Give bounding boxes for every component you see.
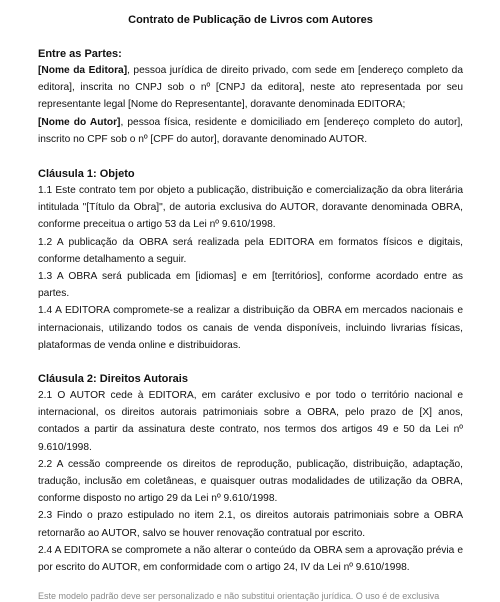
clause-1-item: 1.1 Este contrato tem por objeto a publicação, distribuição e comercialização da obra literária intitulada "[Título da Obra]", de autoria exclusiva do AUTOR, doravante denominada OBRA, conforme preceitua o artigo 53 da Lei nº 9.610/1998. bbox=[38, 185, 463, 231]
clause-1-item: 1.2 A publicação da OBRA será realizada pela EDITORA em formatos físicos e digitais, conforme detalhamento a seguir. bbox=[38, 236, 463, 265]
clause-2-item: 2.2 A cessão compreende os direitos de reprodução, publicação, distribuição, adaptação, tradução, inclusão em coletâneas, e quaisquer outras modalidades de utilização da OBRA, conforme disposto no artigo 29 da Lei nº 9.610/1998. bbox=[38, 458, 463, 505]
clause-2-item: 2.1 O AUTOR cede à EDITORA, em caráter exclusivo e por todo o território nacional e internacional, os direitos autorais patrimoniais sobre a OBRA, pelo prazo de [X] anos, contados a partir da assinatura deste contrato, nos termos dos artigos 49 e 50 da Lei nº 9.610/1998. bbox=[38, 390, 463, 453]
clause-1-heading: Cláusula 1: Objeto bbox=[38, 168, 135, 181]
author-paragraph bbox=[38, 114, 463, 148]
publisher-text: , pessoa jurídica de direito privado, com sede em [endereço completo da editora], inscrita no CNPJ sob o nº [CNPJ da editora], neste ato representada por seu representante legal [Nome do Representante], doravante denominada EDITORA; bbox=[38, 65, 463, 111]
clause-2-item: 2.3 Findo o prazo estipulado no item 2.1, os direitos autorais patrimoniais sobre a OBRA retornarão ao AUTOR, salvo se houver renovação contratual por escrito. bbox=[38, 510, 463, 539]
clause-1-item: 1.3 A OBRA será publicada em [idiomas] e em [territórios], conforme acordado entre as partes. bbox=[38, 271, 463, 300]
clause-1-item: 1.4 A EDITORA compromete-se a realizar a distribuição da OBRA em mercados nacionais e internacionais, utilizando todos os canais de venda disponíveis, incluindo livrarias físicas, plataformas de venda online e distribuidoras. bbox=[38, 305, 463, 351]
author-text: , pessoa física, residente e domiciliado em [endereço completo do autor], inscrito no CPF sob o nº [CPF do autor], doravante denominado AUTOR. bbox=[38, 116, 463, 145]
publisher-name: [Nome da Editora] bbox=[38, 65, 128, 76]
parties-heading: Entre as Partes: bbox=[38, 48, 122, 60]
author-name: [Nome do Autor] bbox=[38, 116, 121, 128]
publisher-paragraph bbox=[38, 62, 463, 114]
clause-2-heading: Cláusula 2: Direitos Autorais bbox=[38, 373, 188, 386]
contract-page bbox=[38, 0, 463, 576]
disclaimer-footer: Este modelo padrão deve ser personalizado e não substitui orientação jurídica. O uso é de exclusiva bbox=[38, 591, 440, 601]
document-title: Contrato de Publicação de Livros com Autores bbox=[128, 14, 373, 26]
clause-2-item: 2.4 A EDITORA se compromete a não alterar o conteúdo da OBRA sem a aprovação prévia e por escrito do AUTOR, em conformidade com o artigo 24, IV da Lei nº 9.610/1998. bbox=[38, 544, 463, 574]
